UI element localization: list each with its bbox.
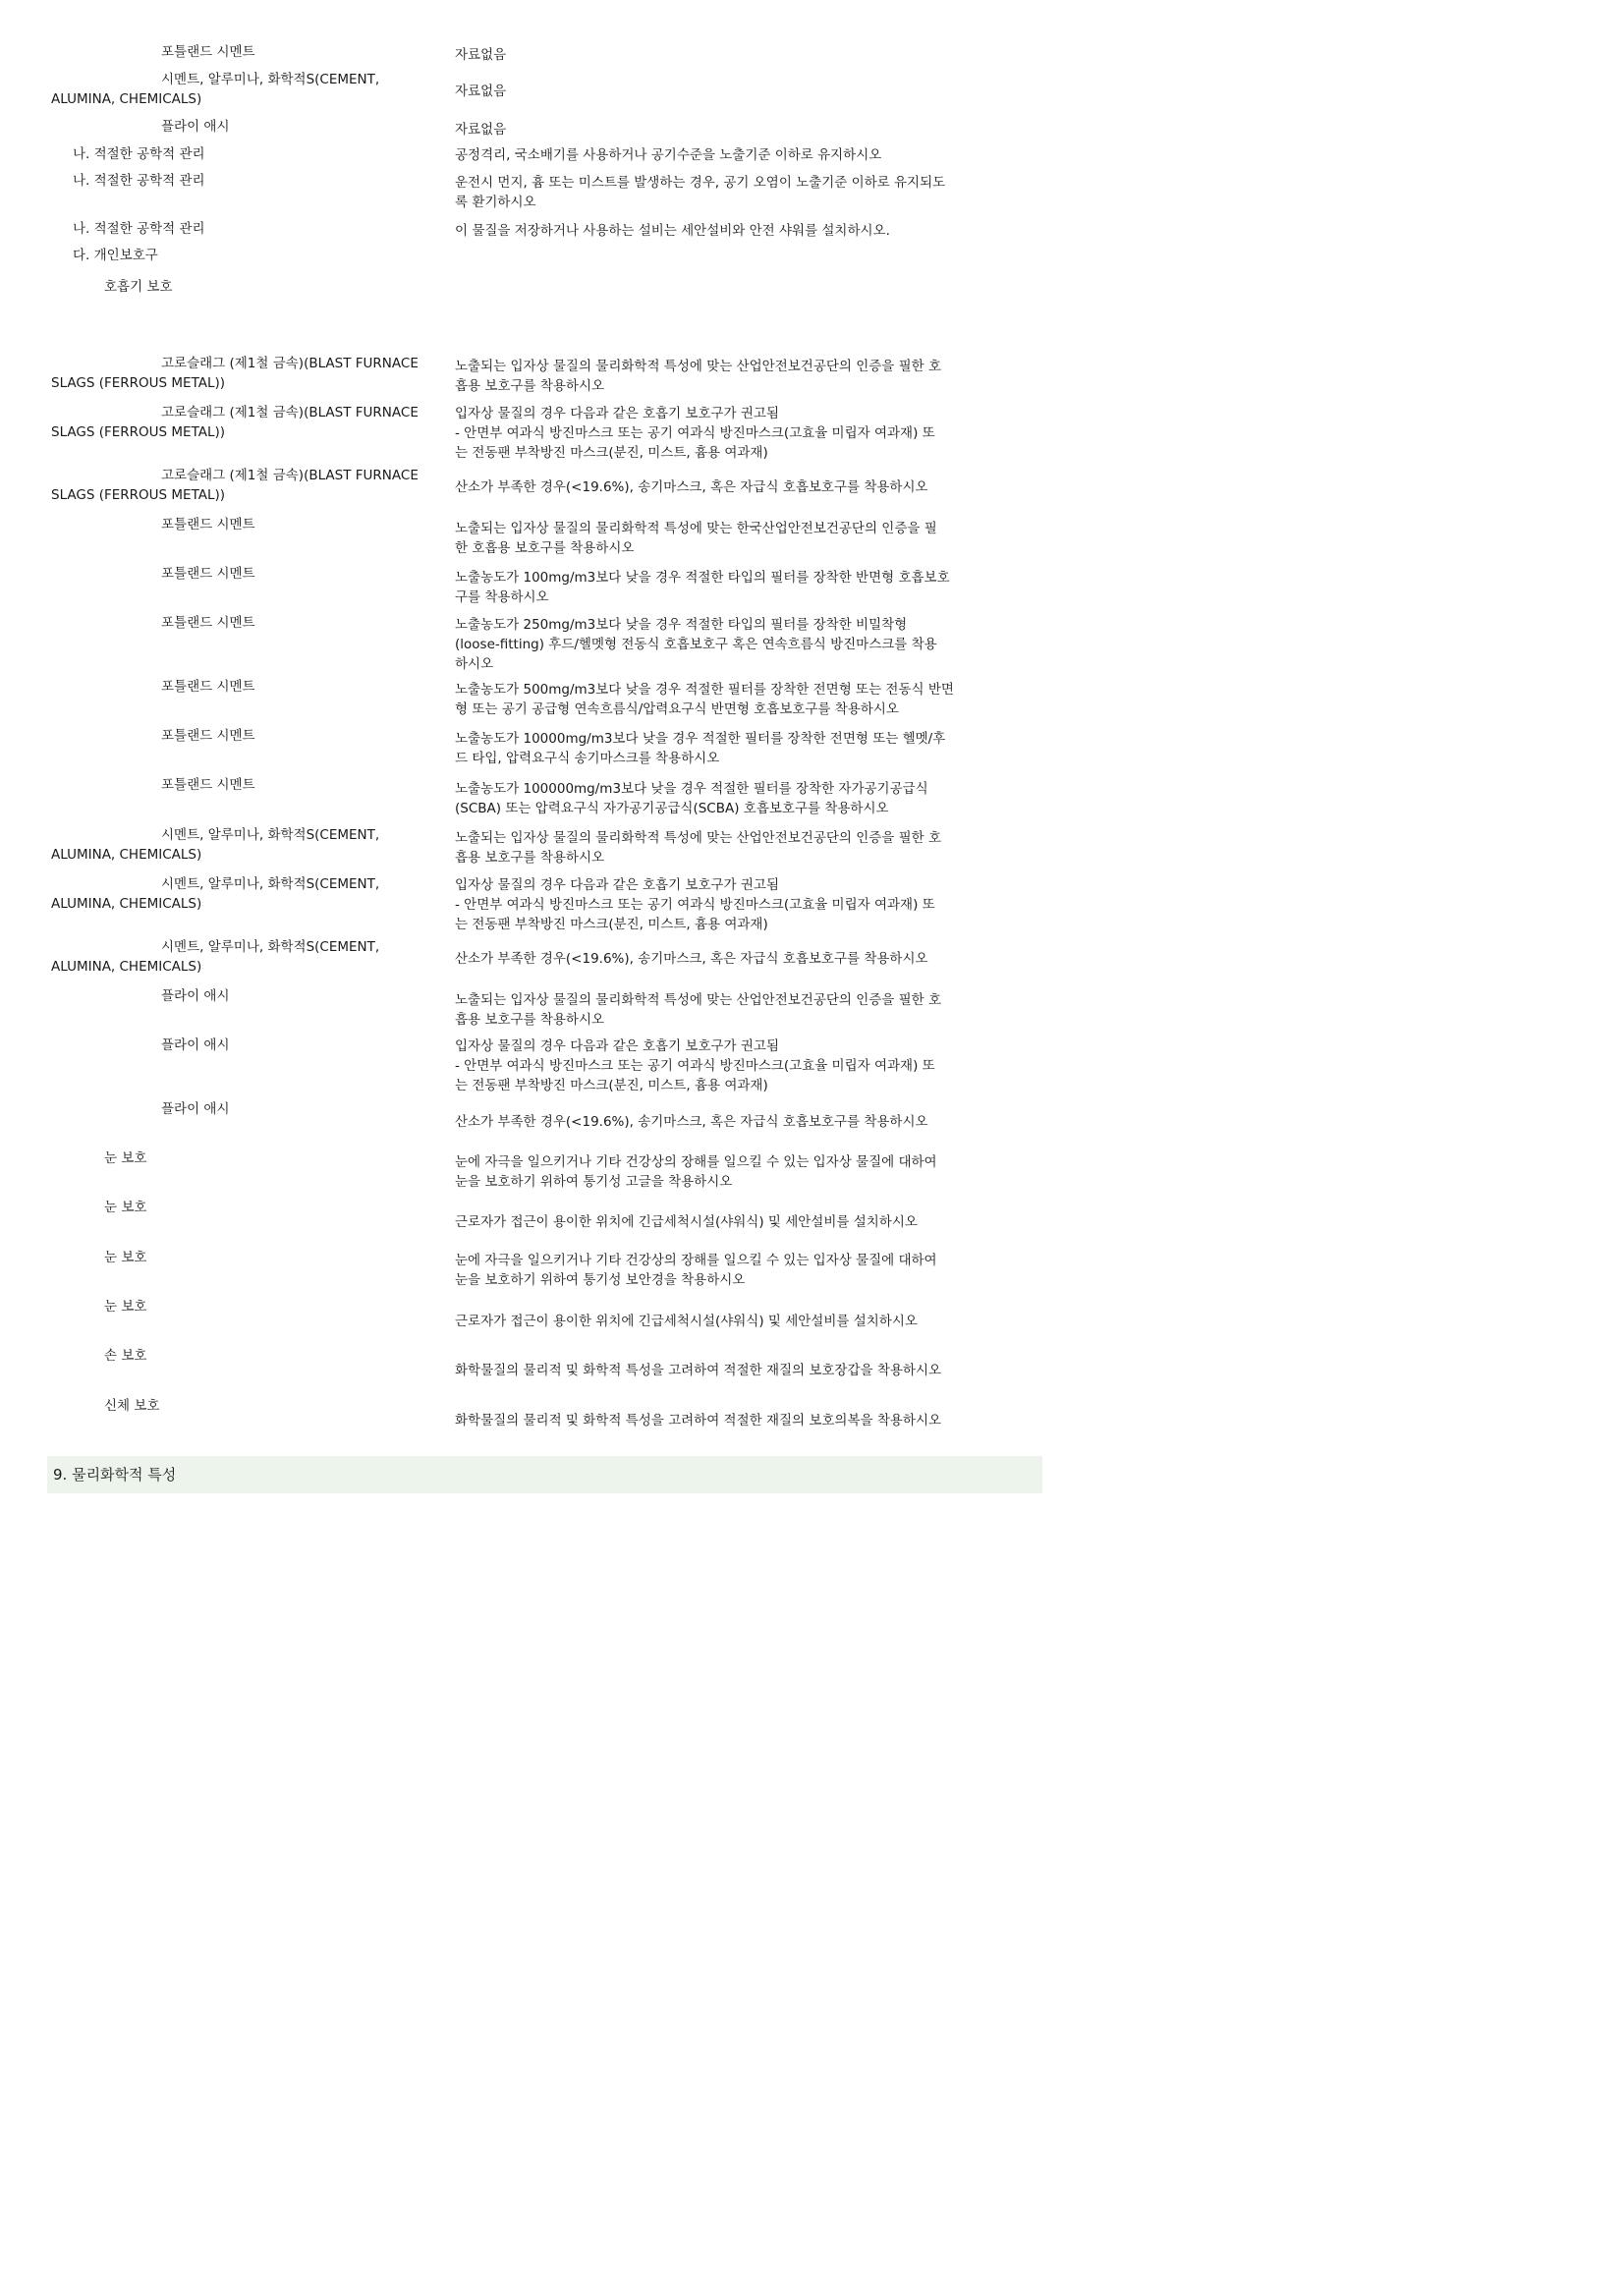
row-label: 포틀랜드 시멘트 [161, 44, 255, 60]
row-label: 플라이 애시 [161, 1037, 230, 1053]
row-value: 입자상 물질의 경우 다음과 같은 호흡기 보호구가 권고됨 - 안면부 여과식 방진마스크 또는 공기 여과식 방진마스크(고효율 미립자 여과재) 또 는 전동팬 부착방진 마스크(분진, 미스트, 흄용 여과재) [455, 1038, 935, 1093]
row-label: 신체 보호 [104, 1398, 160, 1414]
row-label: 고로슬래그 (제1철 금속)(BLAST FURNACE SLAGS (FERROUS METAL)) [51, 356, 419, 391]
row-value: 산소가 부족한 경우(<19.6%), 송기마스크, 혹은 자급식 호흡보호구를 착용하시오 [455, 1114, 928, 1130]
row-value: 자료없음 [455, 47, 507, 63]
section-subheading: 다. 개인보호구 [73, 248, 158, 263]
row-label: 고로슬래그 (제1철 금속)(BLAST FURNACE SLAGS (FERROUS METAL)) [51, 405, 419, 440]
row-value: 화학물질의 물리적 및 화학적 특성을 고려하여 적절한 재질의 보호장갑을 착용하시오 [455, 1363, 942, 1378]
row-label: 나. 적절한 공학적 관리 [73, 173, 205, 189]
section-title: 9. 물리화학적 특성 [53, 1466, 177, 1484]
row-value: 노출되는 입자상 물질의 물리화학적 특성에 맞는 한국산업안전보건공단의 인증을 필 한 호흡용 보호구를 착용하시오 [455, 521, 937, 556]
row-value: 근로자가 접근이 용이한 위치에 긴급세척시설(샤워식) 및 세안설비를 설치하시오 [455, 1314, 918, 1329]
section-subheading: 호흡기 보호 [104, 279, 173, 295]
row-value: 자료없음 [455, 122, 507, 138]
row-value: 눈에 자극을 일으키거나 기타 건강상의 장해를 일으킬 수 있는 입자상 물질에 대하여 눈을 보호하기 위하여 통기성 고글을 착용하시오 [455, 1154, 937, 1190]
row-value: 노출되는 입자상 물질의 물리화학적 특성에 맞는 산업안전보건공단의 인증을 필한 호 흡용 보호구를 착용하시오 [455, 359, 942, 394]
section-header [47, 1456, 1042, 1493]
row-label: 포틀랜드 시멘트 [161, 615, 255, 631]
row-value: 산소가 부족한 경우(<19.6%), 송기마스크, 혹은 자급식 호흡보호구를 착용하시오 [455, 479, 928, 495]
row-label: 플라이 애시 [161, 119, 230, 135]
row-value: 노출농도가 500mg/m3보다 낮을 경우 적절한 필터를 장착한 전면형 또는 전동식 반면 형 또는 공기 공급형 연속흐름식/압력요구식 반면형 호흡보호구를 착용하시오 [455, 682, 954, 717]
row-value: 자료없음 [455, 84, 507, 99]
row-value: 노출되는 입자상 물질의 물리화학적 특성에 맞는 산업안전보건공단의 인증을 필한 호 흡용 보호구를 착용하시오 [455, 830, 942, 866]
row-label: 손 보호 [104, 1348, 147, 1364]
row-label: 포틀랜드 시멘트 [161, 777, 255, 793]
row-label: 나. 적절한 공학적 관리 [73, 146, 205, 162]
row-value: 운전시 먼지, 흄 또는 미스트를 발생하는 경우, 공기 오염이 노출기준 이하로 유지되도 록 환기하시오 [455, 175, 946, 210]
row-value: 노출농도가 100000mg/m3보다 낮을 경우 적절한 필터를 장착한 자가공기공급식 (SCBA) 또는 압력요구식 자가공기공급식(SCBA) 호흡보호구를 착용하시오 [455, 781, 928, 816]
row-label: 눈 보호 [104, 1299, 147, 1315]
row-value: 입자상 물질의 경우 다음과 같은 호흡기 보호구가 권고됨 - 안면부 여과식 방진마스크 또는 공기 여과식 방진마스크(고효율 미립자 여과재) 또 는 전동팬 부착방진 마스크(분진, 미스트, 흄용 여과재) [455, 877, 935, 932]
row-label: 눈 보호 [104, 1150, 147, 1166]
row-value: 노출농도가 100mg/m3보다 낮을 경우 적절한 타입의 필터를 장착한 반면형 호흡보호 구를 착용하시오 [455, 570, 950, 605]
row-value: 이 물질을 저장하거나 사용하는 설비는 세안설비와 안전 샤워를 설치하시오. [455, 223, 890, 239]
row-label: 고로슬래그 (제1철 금속)(BLAST FURNACE SLAGS (FERROUS METAL)) [51, 468, 419, 503]
row-label: 시멘트, 알루미나, 화학적S(CEMENT, ALUMINA, CHEMICALS) [51, 939, 380, 975]
row-value: 근로자가 접근이 용이한 위치에 긴급세척시설(샤워식) 및 세안설비를 설치하시오 [455, 1214, 918, 1230]
row-label: 포틀랜드 시멘트 [161, 517, 255, 532]
row-label: 시멘트, 알루미나, 화학적S(CEMENT, ALUMINA, CHEMICALS) [51, 827, 380, 863]
row-label: 플라이 애시 [161, 1101, 230, 1117]
row-value: 눈에 자극을 일으키거나 기타 건강상의 장해를 일으킬 수 있는 입자상 물질에 대하여 눈을 보호하기 위하여 통기성 보안경을 착용하시오 [455, 1253, 937, 1288]
row-label: 나. 적절한 공학적 관리 [73, 221, 205, 237]
row-label: 눈 보호 [104, 1250, 147, 1265]
row-label: 눈 보호 [104, 1200, 147, 1215]
row-label: 플라이 애시 [161, 988, 230, 1004]
row-value: 노출농도가 250mg/m3보다 낮을 경우 적절한 타입의 필터를 장착한 비밀착형 (loose-fitting) 후드/헬멧형 전동식 호흡보호구 혹은 연속흐름식 방진마스크를 착용 하시오 [455, 617, 937, 672]
row-label: 시멘트, 알루미나, 화학적S(CEMENT, ALUMINA, CHEMICALS) [51, 72, 380, 107]
row-value: 산소가 부족한 경우(<19.6%), 송기마스크, 혹은 자급식 호흡보호구를 착용하시오 [455, 951, 928, 967]
row-value: 공정격리, 국소배기를 사용하거나 공기수준을 노출기준 이하로 유지하시오 [455, 147, 882, 163]
row-value: 노출되는 입자상 물질의 물리화학적 특성에 맞는 산업안전보건공단의 인증을 필한 호 흡용 보호구를 착용하시오 [455, 992, 942, 1028]
row-label: 포틀랜드 시멘트 [161, 728, 255, 744]
row-value: 노출농도가 10000mg/m3보다 낮을 경우 적절한 필터를 장착한 전면형 또는 헬멧/후 드 타입, 압력요구식 송기마스크를 착용하시오 [455, 731, 946, 766]
row-value: 화학물질의 물리적 및 화학적 특성을 고려하여 적절한 재질의 보호의복을 착용하시오 [455, 1413, 942, 1428]
row-label: 시멘트, 알루미나, 화학적S(CEMENT, ALUMINA, CHEMICALS) [51, 876, 380, 912]
row-label: 포틀랜드 시멘트 [161, 566, 255, 582]
row-label: 포틀랜드 시멘트 [161, 679, 255, 695]
row-value: 입자상 물질의 경우 다음과 같은 호흡기 보호구가 권고됨 - 안면부 여과식 방진마스크 또는 공기 여과식 방진마스크(고효율 미립자 여과재) 또 는 전동팬 부착방진 마스크(분진, 미스트, 흄용 여과재) [455, 406, 935, 461]
